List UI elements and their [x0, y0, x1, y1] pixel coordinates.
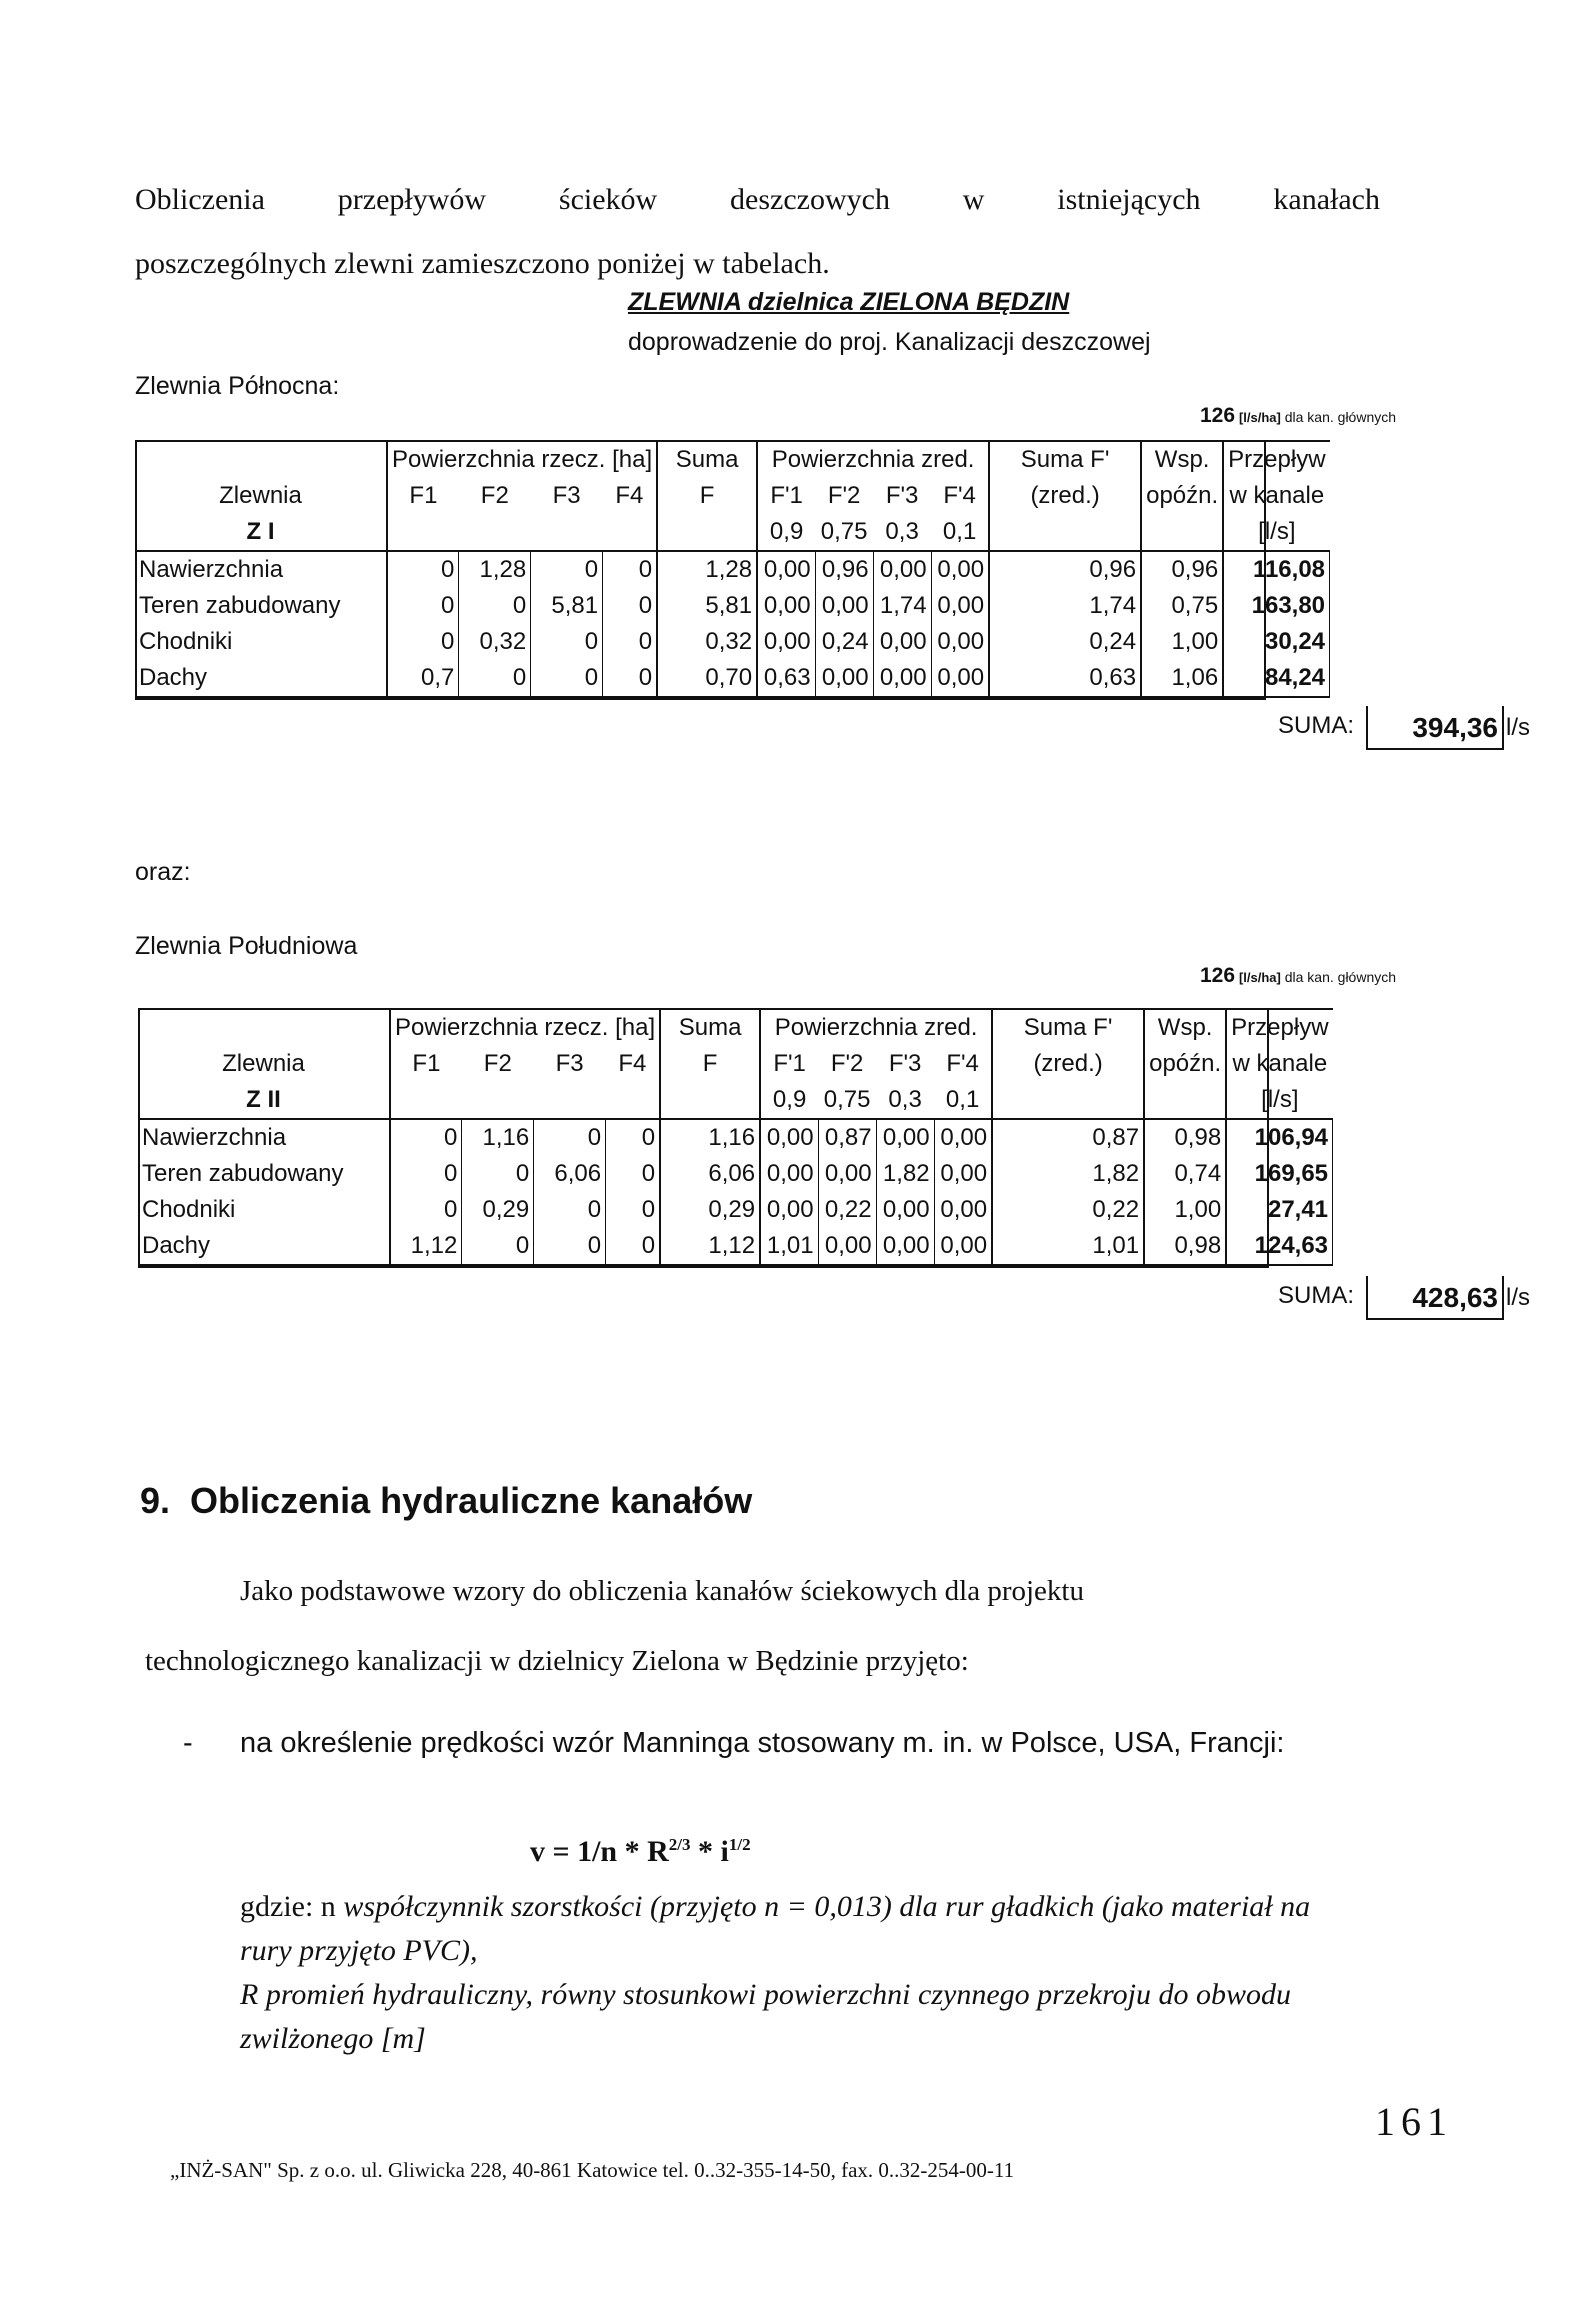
- section-paragraph-line-1: Jako podstawowe wzory do obliczenia kanałów ściekowych dla projektu: [240, 1575, 1084, 1607]
- cell-wsp: 1,06: [1141, 660, 1223, 697]
- south-sum-label: SUMA:: [1278, 1282, 1355, 1309]
- cell-f: 0: [387, 588, 459, 624]
- cell-fz: 1,82: [876, 1156, 934, 1192]
- header-fz: F'1: [757, 478, 815, 514]
- section-paragraph-line-2: technologicznego kanalizacji w dzielnicy Zielona w Będzinie przyjęto:: [145, 1645, 969, 1677]
- header-row: [138, 1009, 1333, 1046]
- bullet-mark: -: [183, 1727, 193, 1759]
- table-row: [135, 624, 1330, 660]
- cell-suma: 1,16: [660, 1119, 760, 1156]
- header-f: F3: [552, 482, 581, 509]
- zone-id: Z II: [138, 1082, 390, 1119]
- row-name: Dachy: [138, 1228, 390, 1265]
- cell-fz: 0,00: [873, 660, 931, 697]
- cell-przeplyw: 84,24: [1223, 660, 1329, 697]
- cell-wsp: 0,98: [1144, 1228, 1226, 1265]
- header-przeplyw: Przepływ: [1223, 441, 1329, 478]
- header-w-kanale: w kanale: [1223, 478, 1329, 514]
- header-fz: F'4: [946, 1050, 979, 1077]
- header-fz: F'3: [888, 1050, 922, 1077]
- cell-fz: 0,63: [757, 660, 815, 697]
- row-name: Teren zabudowany: [142, 1160, 344, 1187]
- header-suma-f: Suma F': [989, 441, 1141, 478]
- formula-exp1: 2/3: [668, 1835, 691, 1854]
- intro-word: ścieków: [558, 183, 658, 216]
- row-name: Teren zabudowany: [139, 592, 341, 619]
- cell-suma: 0,29: [660, 1192, 760, 1228]
- cell-f: 0: [531, 624, 603, 660]
- cell-suma-f: 1,74: [989, 588, 1141, 624]
- header-suma-f: Suma F': [992, 1009, 1144, 1046]
- cell-przeplyw: 116,08: [1223, 551, 1329, 588]
- section-title: Obliczenia hydrauliczne kanałów: [190, 1480, 753, 1521]
- table_south-grid: [138, 1008, 1333, 1266]
- header-w-kanale: w kanale: [1226, 1046, 1332, 1082]
- cell-suma-f: 1,01: [992, 1228, 1144, 1265]
- header-coef: 0,1: [934, 1082, 992, 1119]
- header-coef: 0,3: [876, 1082, 934, 1119]
- table-cell: [1141, 514, 1223, 551]
- cell-suma-f: 0,63: [989, 660, 1141, 697]
- cell-wsp: 0,74: [1144, 1156, 1226, 1192]
- header-coef: 0,1: [931, 514, 989, 551]
- header-f: F1: [387, 478, 459, 514]
- intro-word: istniejących: [1057, 183, 1201, 216]
- manning-formula: [530, 1835, 751, 1869]
- intro-paragraph: [135, 168, 1380, 296]
- rate-value: 126: [1200, 964, 1236, 987]
- table-row: [138, 1119, 1333, 1156]
- intro-word: deszczowych: [730, 183, 890, 216]
- cell-przeplyw: 106,94: [1226, 1119, 1332, 1156]
- cell-f: 0: [387, 551, 459, 588]
- cell-wsp: 1,00: [1141, 624, 1223, 660]
- table-cell: [531, 514, 603, 551]
- header-row: [135, 441, 1330, 478]
- cell-suma: 6,06: [660, 1156, 760, 1192]
- south-label: Zlewnia Południowa: [135, 932, 358, 960]
- table-cell: [657, 514, 757, 551]
- header-f: F2: [483, 1050, 512, 1077]
- cell-f: 0: [534, 1228, 606, 1265]
- header-row: [138, 1082, 1333, 1119]
- row-name: Chodniki: [139, 628, 233, 655]
- cell-suma: 1,12: [660, 1228, 760, 1265]
- cell-fz: 0,87: [818, 1119, 876, 1156]
- south-sum-unit: l/s: [1506, 1284, 1530, 1311]
- header-cell: [135, 441, 387, 478]
- cell-suma: 0,32: [657, 624, 757, 660]
- zone-title: ZLEWNIA dzielnica ZIELONA BĘDZIN: [628, 288, 1070, 316]
- north-rate: [1200, 404, 1396, 428]
- cell-wsp: 0,75: [1141, 588, 1223, 624]
- header-pow-zred: Powierzchnia zred.: [760, 1009, 992, 1046]
- cell-f: 0: [459, 660, 531, 697]
- cell-przeplyw: 163,80: [1223, 588, 1329, 624]
- cell-przeplyw: 169,65: [1226, 1156, 1332, 1192]
- table-cell: [534, 1082, 606, 1119]
- cell-suma-f: 0,22: [992, 1192, 1144, 1228]
- header-fz: F'3: [885, 482, 919, 509]
- header-row: [135, 514, 1330, 551]
- table-row: [138, 1192, 1333, 1228]
- formula-legend: [240, 1885, 1360, 2061]
- cell-f: 0: [534, 1119, 606, 1156]
- table-cell: [660, 1082, 760, 1119]
- cell-fz: 0,96: [815, 551, 873, 588]
- table-cell: [462, 1082, 534, 1119]
- header-coef: 0,3: [873, 514, 931, 551]
- header-zred: (zred.): [992, 1046, 1144, 1082]
- cell-fz: 0,00: [818, 1156, 876, 1192]
- cell-suma-f: 1,82: [992, 1156, 1144, 1192]
- header-pow-rzecz: Powierzchnia rzecz. [ha]: [390, 1009, 660, 1046]
- header-fz: F'4: [943, 482, 976, 509]
- intro-word: przepływów: [337, 183, 487, 216]
- cell-fz: 0,00: [934, 1119, 992, 1156]
- header-f: F2: [480, 482, 509, 509]
- cell-fz: 0,00: [873, 551, 931, 588]
- zone-subtitle: doprowadzenie do proj. Kanalizacji deszczowej: [628, 328, 1151, 356]
- header-zred: (zred.): [989, 478, 1141, 514]
- north-sum-label: SUMA:: [1278, 712, 1355, 739]
- cell-f: 1,28: [459, 551, 531, 588]
- header-coef: 0,9: [760, 1082, 818, 1119]
- header-pow-zred: Powierzchnia zred.: [757, 441, 989, 478]
- header-przeplyw: Przepływ: [1226, 1009, 1332, 1046]
- header-opozn: opóźn.: [1141, 478, 1223, 514]
- header-f: F1: [390, 1046, 462, 1082]
- header-fz: F'2: [827, 482, 861, 509]
- table-cell: [603, 514, 658, 551]
- cell-f: 0: [387, 624, 459, 660]
- oraz-label: oraz:: [135, 858, 191, 886]
- cell-fz: 0,00: [876, 1192, 934, 1228]
- cell-suma-f: 0,96: [989, 551, 1141, 588]
- cell-fz: 0,00: [760, 1156, 818, 1192]
- header-f: F4: [618, 1050, 647, 1077]
- table-row: [135, 588, 1330, 624]
- cell-fz: 0,00: [757, 588, 815, 624]
- header-wsp: Wsp.: [1141, 441, 1223, 478]
- cell-f: 0,32: [459, 624, 531, 660]
- rate-note: dla kan. głównych: [1284, 969, 1397, 985]
- table-cell: [459, 514, 531, 551]
- cell-f: 1,16: [462, 1119, 534, 1156]
- cell-fz: 0,00: [934, 1228, 992, 1265]
- cell-fz: 0,00: [760, 1119, 818, 1156]
- cell-f: 0: [531, 551, 603, 588]
- cell-fz: 0,00: [934, 1192, 992, 1228]
- cell-suma-f: 0,24: [989, 624, 1141, 660]
- cell-przeplyw: 30,24: [1223, 624, 1329, 660]
- cell-f: 0: [390, 1156, 462, 1192]
- header-suma: Suma: [660, 1009, 760, 1046]
- header-zlewnia: Zlewnia: [222, 1050, 305, 1077]
- cell-f: 0: [462, 1156, 534, 1192]
- cell-f: 0: [603, 624, 658, 660]
- cell-fz: 0,00: [873, 624, 931, 660]
- cell-f: 6,06: [534, 1156, 606, 1192]
- cell-fz: 0,24: [815, 624, 873, 660]
- table-cell: [390, 1082, 462, 1119]
- cell-f: 1,12: [390, 1228, 462, 1265]
- cell-fz: 0,00: [815, 660, 873, 697]
- where-prefix: gdzie: n: [240, 1890, 336, 1923]
- cell-fz: 0,00: [934, 1156, 992, 1192]
- intro-word: Obliczenia: [135, 183, 265, 216]
- header-f-sum: F: [657, 478, 757, 514]
- cell-f: 0: [603, 660, 658, 697]
- header-fz: F'2: [830, 1050, 864, 1077]
- header-zlewnia: Zlewnia: [219, 482, 302, 509]
- south-rate: [1200, 964, 1396, 988]
- table-cell: [989, 514, 1141, 551]
- intro-line-2: poszczególnych zlewni zamieszczono poniżej w tabelach.: [135, 247, 830, 280]
- cell-przeplyw: 124,63: [1226, 1228, 1332, 1265]
- cell-fz: 0,00: [931, 588, 989, 624]
- header-row: [138, 1046, 1333, 1082]
- north-sum-unit: l/s: [1506, 714, 1530, 741]
- row-name: Dachy: [135, 660, 387, 697]
- rate-unit: [l/s/ha]: [1238, 410, 1281, 425]
- row-name: Nawierzchnia: [139, 556, 284, 583]
- intro-line-1: [135, 168, 1380, 232]
- cell-f: 0: [390, 1119, 462, 1156]
- cell-fz: 0,00: [757, 624, 815, 660]
- header-coef: 0,9: [757, 514, 815, 551]
- rate-unit: [l/s/ha]: [1238, 970, 1281, 985]
- cell-wsp: 1,00: [1144, 1192, 1226, 1228]
- header-f-sum: F: [660, 1046, 760, 1082]
- cell-f: 5,81: [531, 588, 603, 624]
- formula-lhs: v = 1/n * R: [530, 1835, 669, 1868]
- header-coef: 0,75: [818, 1082, 876, 1119]
- table-cell: [387, 514, 459, 551]
- section-heading: [140, 1480, 752, 1522]
- intro-word: kanałach: [1273, 183, 1380, 216]
- where-r-symbol: R: [240, 1978, 259, 2011]
- cell-fz: 0,00: [818, 1228, 876, 1265]
- north-label: Zlewnia Północna:: [135, 372, 340, 400]
- bullet-text: na określenie prędkości wzór Manninga stosowany m. in. w Polsce, USA, Francji:: [240, 1727, 1285, 1759]
- cell-fz: 1,74: [873, 588, 931, 624]
- cell-f: 0: [606, 1192, 661, 1228]
- cell-przeplyw: 27,41: [1226, 1192, 1332, 1228]
- table_north-grid: [135, 440, 1330, 698]
- cell-suma: 5,81: [657, 588, 757, 624]
- header-row: [135, 478, 1330, 514]
- header-fz: F'1: [760, 1046, 818, 1082]
- cell-fz: 0,00: [876, 1228, 934, 1265]
- header-cell: [138, 1009, 390, 1046]
- header-f: F4: [615, 482, 644, 509]
- row-name: Chodniki: [142, 1196, 236, 1223]
- cell-fz: 0,00: [757, 551, 815, 588]
- cell-f: 0,7: [387, 660, 459, 697]
- table-cell: [1144, 1082, 1226, 1119]
- cell-fz: 0,00: [931, 660, 989, 697]
- page-number: 161: [1375, 2099, 1453, 2144]
- header-f: F3: [555, 1050, 584, 1077]
- cell-f: 0: [390, 1192, 462, 1228]
- table-cell: [992, 1082, 1144, 1119]
- cell-f: 0: [459, 588, 531, 624]
- table-row: [138, 1156, 1333, 1192]
- cell-fz: 1,01: [760, 1228, 818, 1265]
- zone-header: [628, 282, 1151, 362]
- formula-mid: * i: [690, 1835, 729, 1868]
- intro-word: w: [962, 183, 985, 216]
- table-cell: [606, 1082, 661, 1119]
- cell-fz: 0,00: [815, 588, 873, 624]
- cell-f: 0: [606, 1119, 661, 1156]
- cell-f: 0: [606, 1156, 661, 1192]
- footer: „INŻ-SAN" Sp. z o.o. ul. Gliwicka 228, 40-861 Katowice tel. 0..32-355-14-50, fax. 0..32-254-00-11: [170, 2158, 1015, 2182]
- cell-fz: 0,00: [931, 551, 989, 588]
- cell-suma-f: 0,87: [992, 1119, 1144, 1156]
- header-wsp: Wsp.: [1144, 1009, 1226, 1046]
- formula-exp2: 1/2: [728, 1835, 751, 1854]
- cell-f: 0: [603, 551, 658, 588]
- header-unit: [l/s]: [1226, 1082, 1332, 1119]
- section-number: 9.: [140, 1480, 171, 1521]
- row-name: Nawierzchnia: [142, 1124, 287, 1151]
- rate-note: dla kan. głównych: [1284, 409, 1397, 425]
- table-row: [135, 551, 1330, 588]
- cell-wsp: 0,98: [1144, 1119, 1226, 1156]
- cell-f: 0: [531, 660, 603, 697]
- zone-id: Z I: [135, 514, 387, 551]
- header-suma: Suma: [657, 441, 757, 478]
- cell-f: 0: [534, 1192, 606, 1228]
- north-sum-value: 394,36: [1366, 706, 1504, 750]
- cell-f: 0: [462, 1228, 534, 1265]
- cell-wsp: 0,96: [1141, 551, 1223, 588]
- where-n-text: współczynnik szorstkości (przyjęto n = 0,013) dla rur gładkich (jako materiał na rury przyjęto PVC),: [240, 1890, 1311, 1967]
- header-pow-rzecz: Powierzchnia rzecz. [ha]: [387, 441, 657, 478]
- rate-value: 126: [1200, 404, 1236, 427]
- cell-fz: 0,00: [760, 1192, 818, 1228]
- cell-fz: 0,00: [876, 1119, 934, 1156]
- cell-suma: 0,70: [657, 660, 757, 697]
- where-r-text: promień hydrauliczny, równy stosunkowi powierzchni czynnego przekroju do obwodu zwilżonego [m]: [240, 1978, 1292, 2055]
- table-row: [135, 660, 1330, 697]
- header-opozn: opóźn.: [1144, 1046, 1226, 1082]
- cell-suma: 1,28: [657, 551, 757, 588]
- south-sum-value: 428,63: [1366, 1276, 1504, 1320]
- cell-f: 0,29: [462, 1192, 534, 1228]
- cell-fz: 0,00: [931, 624, 989, 660]
- table-row: [138, 1228, 1333, 1265]
- header-unit: [l/s]: [1223, 514, 1329, 551]
- cell-fz: 0,22: [818, 1192, 876, 1228]
- header-coef: 0,75: [815, 514, 873, 551]
- cell-f: 0: [606, 1228, 661, 1265]
- cell-f: 0: [603, 588, 658, 624]
